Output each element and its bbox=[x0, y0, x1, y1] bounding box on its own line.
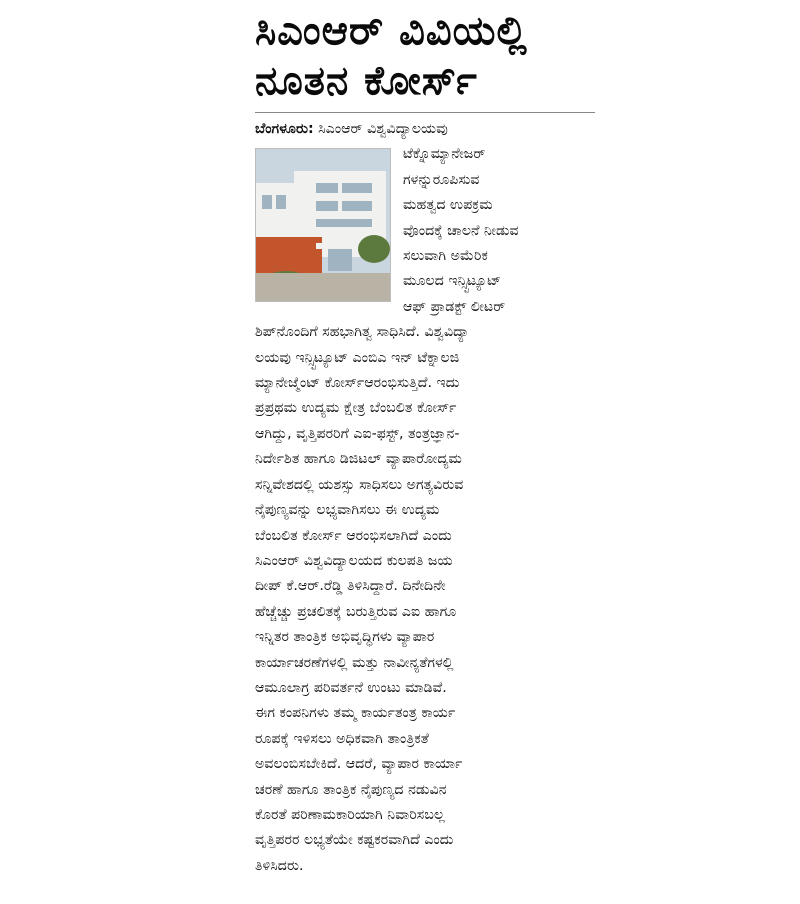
article-line: ಅವಲಂಬಿಸಬೇಕಿದೆ. ಆದರೆ, ವ್ಯಾಪಾರ ಕಾರ್ಯಾ bbox=[255, 756, 463, 773]
article-line: ಟೆಕ್ನೊಮ್ಯಾನೇಜರ್ bbox=[403, 146, 486, 163]
news-clipping bbox=[255, 6, 595, 896]
campus-building-photo bbox=[255, 148, 391, 302]
article-body bbox=[255, 117, 595, 879]
article-line: ಆಗಿದ್ದು, ವೃತ್ತಿಪರರಿಗೆ ಎಐ-ಫಸ್ಟ್, ತಂತ್ರಜ್ಞಾನ- bbox=[255, 425, 460, 442]
article-line: ವೊಂದಕ್ಕೆ ಚಾಲನೆ ನೀಡುವ bbox=[403, 222, 519, 239]
article-first-line bbox=[255, 117, 595, 142]
article-line: ಗಳನ್ನುರೂಪಿಸುವ bbox=[403, 171, 480, 188]
article-line: ದೀಪ್ ಕೆ.ಆರ್.ರೆಡ್ಡಿ ತಿಳಿಸಿದ್ದಾರೆ. ದಿನೇದಿನೇ bbox=[255, 578, 446, 595]
article-line: ಇನ್ನಿತರ ತಾಂತ್ರಿಕ ಅಭಿವೃದ್ಧಿಗಳು ವ್ಯಾಪಾರ bbox=[255, 629, 435, 646]
article-line: ನಿರ್ದೇಶಿತ ಹಾಗೂ ಡಿಜಿಟಲ್ ವ್ಯಾಪಾರೋದ್ಯಮ bbox=[255, 451, 462, 468]
article-line: ಮ್ಯಾನೇಜ್ಮೆಂಟ್ ಕೋರ್ಸ್‌ಆರಂಭಿಸುತ್ತಿದೆ. ಇದು bbox=[255, 375, 460, 392]
article-line: ಸನ್ನಿವೇಶದಲ್ಲಿ ಯಶಸ್ಸು ಸಾಧಿಸಲು ಅಗತ್ಯವಿರುವ bbox=[255, 476, 464, 493]
article-line: ಸಲುವಾಗಿ ಅಮೆರಿಕ bbox=[403, 248, 488, 265]
article-line: ಲಯವು ಇನ್ಸ್ಟಿಟ್ಯೂಟ್ ಎಂಬಿಎ ಇನ್ ಟೆಕ್ನಾಲಜಿ bbox=[255, 349, 460, 366]
article-line: ಸಿಎಂಆರ್ ವಿಶ್ವವಿದ್ಯಾಲಯವು bbox=[313, 121, 448, 137]
headline-line-2: ನೂತನ ಕೋರ್ಸ್ bbox=[255, 58, 478, 104]
dateline: ಬೆಂಗಳೂರು: bbox=[255, 121, 314, 137]
article-line: ನೈಪುಣ್ಯವನ್ನು ಲಭ್ಯವಾಗಿಸಲು ಈ ಉದ್ಯಮ bbox=[255, 502, 440, 519]
article-line: ಮಹತ್ವದ ಉಪಕ್ರಮ bbox=[403, 197, 493, 214]
headline bbox=[255, 6, 595, 106]
article-line: ಮೂಲದ ಇನ್ಸ್ಟಿಟ್ಯೂಟ್ bbox=[403, 273, 502, 290]
article-line: ರೂಪಕ್ಕೆ ಇಳಿಸಲು ಅಧಿಕವಾಗಿ ತಾಂತ್ರಿಕತೆ bbox=[255, 730, 429, 747]
headline-divider bbox=[255, 112, 595, 113]
article-line: ಬೆಂಬಲಿತ ಕೋರ್ಸ್ ಆರಂಭಿಸಲಾಗಿದೆ ಎಂದು bbox=[255, 527, 452, 544]
article-line: ಕೊರತೆ ಪರಿಣಾಮಕಾರಿಯಾಗಿ ನಿವಾರಿಸಬಲ್ಲ bbox=[255, 806, 445, 823]
headline-line-1: ಸಿಎಂಆರ್ ವಿವಿಯಲ್ಲಿ bbox=[255, 8, 528, 54]
article-line: ತಿಳಿಸಿದರು. bbox=[255, 857, 304, 874]
article-line: ವೃತ್ತಿಪರರ ಲಭ್ಯತೆಯೇ ಕಷ್ಟಕರವಾಗಿದೆ ಎಂದು bbox=[255, 832, 454, 849]
article-line: ಚರಣೆ ಹಾಗೂ ತಾಂತ್ರಿಕ ನೈಪುಣ್ಯದ ನಡುವಿನ bbox=[255, 781, 447, 798]
article-line: ಶಿಪ್‌ನೊಂದಿಗೆ ಸಹಭಾಗಿತ್ವ ಸಾಧಿಸಿದೆ. ವಿಶ್ವವಿದ್ಯಾ bbox=[255, 324, 470, 341]
article-line: ಹೆಚ್ಚೆಚ್ಚು ಪ್ರಚಲಿತಕ್ಕೆ ಬರುತ್ತಿರುವ ಎಐ ಹಾಗೂ bbox=[255, 603, 457, 620]
article-line: ಪ್ರಪ್ರಥಮ ಉದ್ಯಮ ಕ್ಷೇತ್ರ ಬೆಂಬಲಿತ ಕೋರ್ಸ್ bbox=[255, 400, 457, 417]
article-line: ಸಿಎಂಆರ್ ವಿಶ್ವವಿದ್ಯಾಲಯದ ಕುಲಪತಿ ಜಯ bbox=[255, 552, 453, 569]
article-line: ಈಗ ಕಂಪನಿಗಳು ತಮ್ಮ ಕಾರ್ಯತಂತ್ರ ಕಾರ್ಯ bbox=[255, 705, 456, 722]
article-line: ಆಮೂಲಾಗ್ರ ಪರಿವರ್ತನೆ ಉಂಟು ಮಾಡಿವೆ. bbox=[255, 679, 447, 696]
article-line: ಕಾರ್ಯಾಚರಣೆಗಳಲ್ಲಿ ಮತ್ತು ನಾವೀನ್ಯತೆಗಳಲ್ಲಿ bbox=[255, 654, 454, 671]
article-line: ಆಫ್ ಪ್ರಾಡಕ್ಟ್ ಲೀಟರ್ bbox=[403, 298, 506, 315]
